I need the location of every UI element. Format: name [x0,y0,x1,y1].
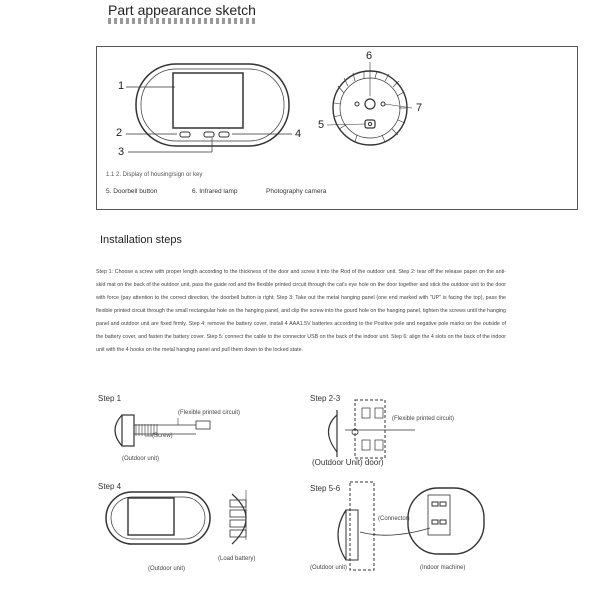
caption-camera: Photography camera [266,188,327,195]
step23-fpc: (Flexible printed circuit) [392,416,455,422]
step1-screw: (Screw) [152,433,173,439]
caption-doorbell: 5. Doorbell button [106,188,158,195]
step23-label: Step 2-3 [310,394,341,403]
step23-bottom: (Outdoor Unit) door) [312,458,384,467]
callout-6: 6 [366,50,373,62]
step1-outdoor: (Outdoor unit) [122,456,160,462]
step56-connector: (Connector) [378,516,410,522]
step23-drawing [329,400,416,458]
step4-load: (Load battery) [218,556,256,562]
step56-label: Step 5-6 [310,484,341,493]
callout-5: 5 [318,119,325,131]
step4-drawing [106,490,246,544]
step56-indoor: (Indoor machine) [420,565,466,571]
outdoor-unit-drawing [327,62,412,145]
step1-drawing [115,415,210,446]
step4-label: Step 4 [98,482,122,491]
installation-text: Step 1: Choose a screw with proper length according to the thickness of the door and screw it into the Rod of the outdoor unit. Step 2: tear off the release paper on the anti-skid mat on the back of the outdoor unit, pass the guide rod and the flexible printed circuit through the cat's eye hole on the door together and stick the outdoor unit to the door with force (pay attention to the correct direction, the doorbell button is right; Step 3: Take out the metal hanging panel (one end marked with "UP" is facing the top), pass the flexible printed circuit through the small rectangular hole on the hanging panel, and clip the screw into the gourd hole on the hanging panel, tighten the screws until the hanging panel and outdoor unit are fixed firmly. Step 4: remove the battery cover, install 4 AAA1.5V batteries according to the Positive pole and negative pole marks on the outside of the battery cover, and fasten the battery cover. Step 5: connect the cable to the connector USB on the back of the indoor unit. Step 6: align the 4 slots on the back of the indoor unit with the 4 hooks on the metal hanging panel and pull them down to the locked state. [96,269,506,353]
step1-fpc: (Flexible printed circuit) [178,410,241,416]
caption-infrared: 6. Infrared lamp [192,188,238,195]
indoor-unit-drawing [126,64,292,152]
step56-drawing [338,482,484,570]
callout-3: 3 [118,146,125,158]
title-text: Part appearance sketch [108,2,256,18]
step4-outdoor: (Outdoor unit) [148,566,186,572]
callout-1: 1 [118,80,125,92]
sketch-fineprint: 1.1 2. Display of housing/sign or key [106,172,203,178]
installation-title: Installation steps [100,234,182,246]
step56-outdoor: (Outdoor unit) [310,565,348,571]
step1-label: Step 1 [98,394,122,403]
callout-7: 7 [416,102,423,114]
callout-2: 2 [116,127,123,139]
callout-4: 4 [295,128,302,140]
